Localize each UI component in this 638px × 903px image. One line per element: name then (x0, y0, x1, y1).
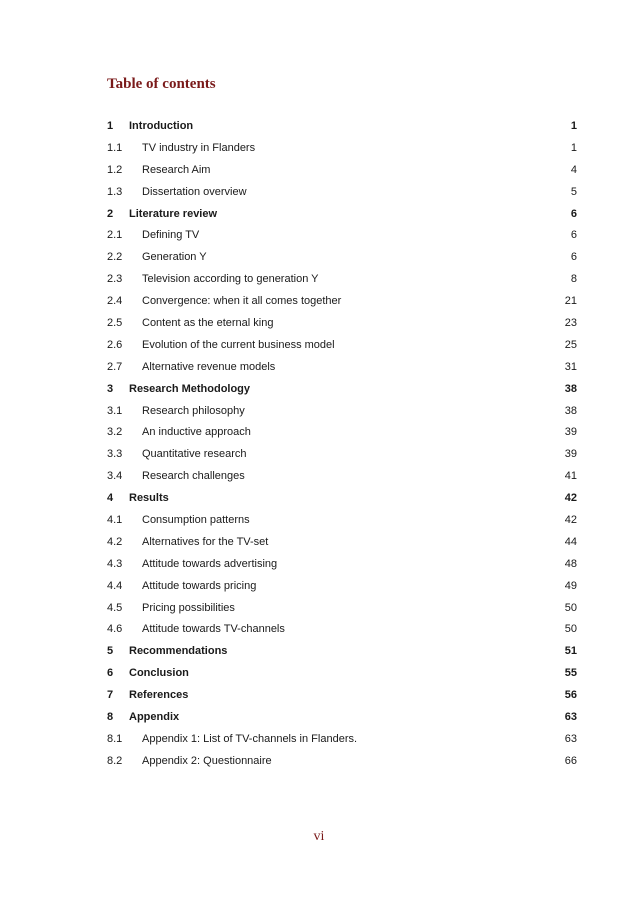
toc-entry-page: 1 (570, 120, 577, 132)
toc-entry[interactable] (107, 160, 577, 182)
toc-entry[interactable] (107, 576, 577, 598)
toc-entry[interactable] (107, 379, 577, 401)
toc-entry-page: 51 (564, 645, 577, 658)
toc-entry-number: 4.2 (107, 535, 123, 548)
toc-entry[interactable] (107, 510, 577, 532)
toc-entry-label: Recommendations (129, 645, 228, 658)
toc-entry-label: Appendix 1: List of TV-channels in Flanders. (142, 732, 358, 745)
toc-entry-page: 5 (570, 185, 577, 198)
toc-entry[interactable] (107, 444, 577, 466)
toc-entry[interactable] (107, 313, 577, 335)
toc-entry-label: Research Aim (142, 163, 211, 176)
toc-entry-label: Content as the eternal king (142, 317, 274, 330)
toc-entry-number: 3 (107, 382, 114, 395)
toc-entry-label: Dissertation overview (142, 185, 247, 198)
toc-entry-label: Conclusion (129, 667, 189, 680)
toc-entry-label: Evolution of the current business model (142, 338, 335, 351)
toc-entry-page: 42 (564, 492, 577, 505)
toc-entry-label: Alternative revenue models (142, 360, 276, 373)
toc-entry-number: 2.2 (107, 251, 123, 264)
toc-entry[interactable] (107, 291, 577, 313)
toc-entry-page: 63 (564, 732, 577, 745)
toc-entry-number: 4.4 (107, 579, 123, 592)
toc-entry-label: Attitude towards TV-channels (142, 623, 285, 636)
toc-entry-page: 56 (564, 689, 577, 702)
toc-heading: Table of contents (107, 76, 216, 92)
toc-entry-label: Pricing possibilities (142, 601, 235, 614)
toc-entry-number: 4 (107, 492, 114, 505)
toc-entry-page: 55 (564, 667, 577, 680)
toc-entry-label: Alternatives for the TV-set (142, 535, 269, 548)
toc-entry-page: 50 (564, 601, 577, 614)
toc-entry-label: Research Methodology (129, 382, 251, 395)
toc-entry-page: 44 (564, 535, 577, 548)
toc-entry-page: 50 (564, 623, 577, 636)
toc-entry[interactable] (107, 225, 577, 247)
toc-entry-number: 2.7 (107, 360, 123, 373)
toc-entry-page: 21 (564, 295, 577, 308)
toc-entry-number: 8 (107, 711, 114, 724)
toc-entry-label: Appendix (129, 711, 180, 724)
toc-entry-number: 3.4 (107, 470, 123, 483)
toc-entry-number: 2.1 (107, 229, 123, 242)
toc-entry-label: Attitude towards pricing (142, 579, 257, 592)
toc-entry-number: 3.3 (107, 448, 123, 461)
toc-entry-number: 1.2 (107, 163, 123, 176)
toc-entry[interactable] (107, 554, 577, 576)
toc-entry-page: 8 (570, 273, 577, 286)
toc-entry[interactable] (107, 729, 577, 751)
toc-entry[interactable] (107, 269, 577, 291)
toc-entry-label: References (129, 689, 189, 702)
toc-entry-number: 3.2 (107, 426, 123, 439)
toc-entry-page: 48 (564, 557, 577, 570)
page-number: vi (313, 829, 325, 844)
toc-entry-page: 1 (570, 141, 577, 154)
toc-entry[interactable] (107, 598, 577, 620)
toc-entry[interactable] (107, 707, 577, 729)
toc-entry-number: 4.3 (107, 557, 123, 570)
toc-entry-page: 6 (570, 251, 577, 264)
toc-entry-label: Introduction (129, 120, 194, 132)
toc-entry-page: 31 (564, 360, 577, 373)
toc-entry-label: Results (129, 492, 169, 505)
toc-entry-number: 8.2 (107, 754, 123, 767)
toc-entry-number: 2.4 (107, 295, 123, 308)
toc-entry-page: 39 (564, 426, 577, 439)
toc-entry-number: 2 (107, 207, 114, 220)
toc-entry[interactable] (107, 357, 577, 379)
toc-entry-number: 4.6 (107, 623, 123, 636)
toc-entry[interactable] (107, 619, 577, 641)
toc-entry-number: 1 (107, 120, 114, 132)
toc-entry-label: Defining TV (142, 229, 200, 242)
toc-entry-number: 1.3 (107, 185, 123, 198)
table-of-contents (107, 116, 577, 773)
toc-entry[interactable] (107, 466, 577, 488)
toc-entry[interactable] (107, 488, 577, 510)
toc-entry-number: 1.1 (107, 141, 123, 154)
toc-entry-label: TV industry in Flanders (142, 141, 256, 154)
toc-entry-label: Consumption patterns (142, 514, 250, 527)
toc-entry-number: 2.5 (107, 317, 123, 330)
toc-entry-page: 39 (564, 448, 577, 461)
toc-entry-label: Research philosophy (142, 404, 245, 417)
toc-entry-number: 5 (107, 645, 114, 658)
toc-entry-page: 38 (564, 404, 577, 417)
toc-entry-page: 63 (564, 711, 577, 724)
toc-entry-number: 6 (107, 667, 114, 680)
toc-entry[interactable] (107, 335, 577, 357)
toc-entry-number: 7 (107, 689, 114, 702)
toc-entry[interactable] (107, 182, 577, 204)
toc-entry[interactable] (107, 401, 577, 423)
toc-entry-label: Attitude towards advertising (142, 557, 278, 570)
toc-entry-page: 6 (570, 207, 577, 220)
toc-entry-page: 41 (564, 470, 577, 483)
toc-entry-label: Literature review (129, 207, 218, 220)
toc-entry-label: Convergence: when it all comes together (142, 295, 342, 308)
toc-entry-number: 4.1 (107, 514, 123, 527)
toc-entry-number: 8.1 (107, 732, 123, 745)
toc-entry-number: 2.6 (107, 338, 123, 351)
toc-entry-label: Television according to generation Y (142, 273, 319, 286)
toc-entry-label: An inductive approach (142, 426, 251, 439)
toc-entry[interactable] (107, 641, 577, 663)
toc-entry-page: 42 (564, 514, 577, 527)
toc-entry-label: Research challenges (142, 470, 245, 483)
toc-entry[interactable] (107, 422, 577, 444)
toc-entry-label: Quantitative research (142, 448, 247, 461)
toc-entry[interactable] (107, 204, 577, 226)
toc-entry-page: 49 (564, 579, 577, 592)
toc-entry-page: 25 (564, 338, 577, 351)
toc-entry-page: 4 (570, 163, 577, 176)
toc-entry[interactable] (107, 138, 577, 160)
toc-entry-page: 66 (564, 754, 577, 767)
toc-entry[interactable] (107, 685, 577, 707)
toc-entry-number: 4.5 (107, 601, 123, 614)
toc-entry[interactable] (107, 751, 577, 773)
toc-entry-label: Appendix 2: Questionnaire (142, 754, 272, 767)
toc-entry[interactable] (107, 247, 577, 269)
toc-entry[interactable] (107, 663, 577, 685)
toc-entry-number: 2.3 (107, 273, 123, 286)
toc-entry-page: 6 (570, 229, 577, 242)
toc-entry[interactable] (107, 116, 577, 138)
toc-entry-page: 23 (564, 317, 577, 330)
toc-entry-number: 3.1 (107, 404, 123, 417)
toc-entry-label: Generation Y (142, 251, 207, 264)
toc-entry[interactable] (107, 532, 577, 554)
toc-entry-page: 38 (564, 382, 577, 395)
